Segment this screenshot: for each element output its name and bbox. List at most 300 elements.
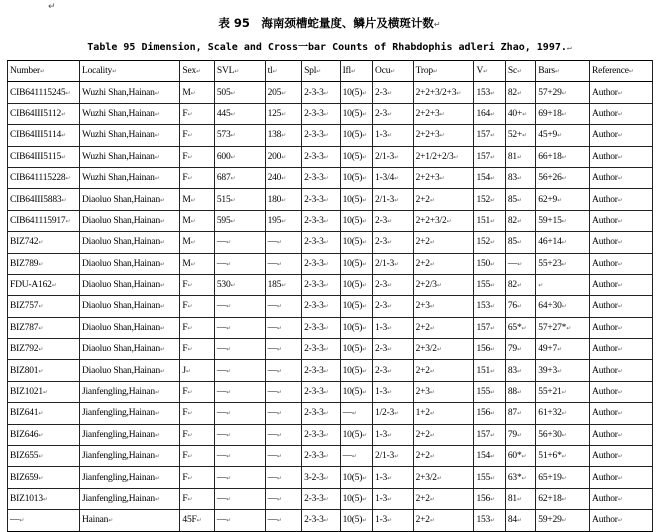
cell-value: — xyxy=(267,322,277,333)
cell-value: 2-3-3 xyxy=(304,408,324,419)
cell-value: 1/2-3 xyxy=(375,408,395,419)
cell-value: 180 xyxy=(267,194,282,205)
cell-value: F xyxy=(182,280,188,291)
paragraph-mark: ↵ xyxy=(160,197,165,204)
cell-value: 46+14 xyxy=(538,237,562,248)
cell-value: M xyxy=(182,258,191,269)
cell-reference xyxy=(590,488,653,509)
cell-value: 153 xyxy=(476,301,491,312)
paragraph-mark: ↵ xyxy=(439,176,445,183)
cell-value: — xyxy=(267,515,277,526)
column-header-svl xyxy=(214,61,265,82)
cell-tl xyxy=(265,296,302,317)
cell-value: — xyxy=(216,301,227,312)
cell-value: 205 xyxy=(267,87,282,98)
cell-value: Author xyxy=(592,494,618,504)
paragraph-mark: ↵ xyxy=(387,390,392,397)
paragraph-mark: ↵ xyxy=(561,432,567,439)
cell-value: 2+2 xyxy=(415,429,430,440)
cell-reference xyxy=(590,381,653,402)
cell-sex xyxy=(180,339,214,360)
cell-ocu xyxy=(373,424,414,445)
cell-value: 2+2 xyxy=(415,258,430,269)
paragraph-mark: ↵ xyxy=(521,325,527,332)
cell-value: — xyxy=(267,408,277,419)
cell-locality xyxy=(80,210,180,231)
cell-reference xyxy=(590,232,653,253)
paragraph-mark: ↵ xyxy=(490,90,495,97)
table-row xyxy=(8,210,653,231)
cell-tl xyxy=(265,339,302,360)
paragraph-mark: ↵ xyxy=(226,368,231,375)
paragraph-mark: ↵ xyxy=(316,69,321,76)
paragraph-mark: ↵ xyxy=(387,325,392,332)
paragraph-mark: ↵ xyxy=(160,218,165,225)
paragraph-mark: ↵ xyxy=(61,154,66,161)
cell-ifl xyxy=(340,189,372,210)
paragraph-mark: ↵ xyxy=(362,368,367,375)
table-row xyxy=(8,253,653,274)
cell-sc xyxy=(505,253,535,274)
column-header-ifl xyxy=(340,61,372,82)
paragraph-mark: ↵ xyxy=(108,518,114,525)
cell-value: 61+32 xyxy=(538,408,562,419)
paragraph-mark: ↵ xyxy=(516,90,522,97)
cell-v xyxy=(474,167,505,188)
column-header-label: Trop xyxy=(415,66,433,77)
paragraph-mark: ↵ xyxy=(185,368,191,375)
paragraph-mark: ↵ xyxy=(51,283,57,290)
cell-value: FDU-A162 xyxy=(10,280,52,291)
cell-ocu xyxy=(373,253,414,274)
table-row xyxy=(8,167,653,188)
cell-value: 2+1/2+2/3 xyxy=(415,151,454,162)
paragraph-mark: ↵ xyxy=(617,497,623,503)
paragraph-mark: ↵ xyxy=(490,176,495,183)
cell-svl xyxy=(214,488,265,509)
cell-value: 2-3-3 xyxy=(304,429,324,440)
cell-value: 138 xyxy=(267,130,282,141)
cell-value: Jianfengling,Hainan xyxy=(82,387,155,398)
cell-sc xyxy=(505,103,535,124)
paragraph-mark: ↵ xyxy=(154,90,160,97)
table-row xyxy=(8,488,653,509)
cell-svl xyxy=(214,103,265,124)
paragraph-mark: ↵ xyxy=(323,304,329,311)
cell-sc xyxy=(505,125,535,146)
cell-value: 445 xyxy=(216,108,231,119)
cell-bars xyxy=(536,167,590,188)
paragraph-mark: ↵ xyxy=(362,240,367,247)
paragraph-mark: ↵ xyxy=(387,518,392,525)
cell-number xyxy=(8,103,80,124)
paragraph-mark: ↵ xyxy=(561,111,567,118)
cell-value: 157 xyxy=(476,322,491,333)
paragraph-mark: ↵ xyxy=(276,454,282,461)
cell-value: — xyxy=(216,408,227,419)
cell-svl xyxy=(214,510,265,531)
cell-value: 2-3-3 xyxy=(304,151,324,162)
cell-number xyxy=(8,167,80,188)
cell-trop xyxy=(413,253,474,274)
cell-number xyxy=(8,403,80,424)
cell-ocu xyxy=(373,232,414,253)
paragraph-mark: ↵ xyxy=(190,240,196,247)
cell-v xyxy=(474,317,505,338)
paragraph-mark: ↵ xyxy=(617,432,623,439)
cell-v xyxy=(474,403,505,424)
cell-reference xyxy=(590,125,653,146)
cell-ifl xyxy=(340,403,372,424)
cell-reference xyxy=(590,146,653,167)
cell-value: Diaoluo Shan,Hainan xyxy=(82,344,160,355)
cell-reference xyxy=(590,467,653,488)
cell-sex xyxy=(180,103,214,124)
paragraph-mark: ↵ xyxy=(362,90,367,97)
paragraph-mark: ↵ xyxy=(226,454,231,461)
cell-value: Author xyxy=(592,322,618,333)
cell-ifl xyxy=(340,210,372,231)
cell-value: 79 xyxy=(507,429,517,440)
cell-value: 2+2 xyxy=(415,322,430,333)
cell-value: 10(5) xyxy=(342,365,363,376)
cell-sc xyxy=(505,296,535,317)
paragraph-mark: ↵ xyxy=(351,454,357,461)
paragraph-mark: ↵ xyxy=(561,261,567,268)
cell-value: 155 xyxy=(476,280,491,291)
cell-value: 164 xyxy=(476,108,491,119)
paragraph-mark: ↵ xyxy=(561,154,567,161)
paragraph-mark: ↵ xyxy=(190,261,196,268)
column-header-label: Number xyxy=(10,66,40,77)
cell-sc xyxy=(505,446,535,467)
cell-tl xyxy=(265,510,302,531)
cell-value: 51+6* xyxy=(538,451,562,462)
cell-value: Author xyxy=(592,151,618,162)
cell-value: 152 xyxy=(476,237,491,248)
cell-reference xyxy=(590,103,653,124)
cell-value: 2/1-3 xyxy=(375,451,395,462)
paragraph-mark: ↵ xyxy=(323,347,329,354)
paragraph-mark: ↵ xyxy=(490,347,495,354)
paragraph-mark: ↵ xyxy=(154,154,160,161)
cell-number xyxy=(8,210,80,231)
paragraph-mark: ↵ xyxy=(521,454,527,461)
column-header-label: tl xyxy=(267,66,273,77)
cell-value: Author xyxy=(592,258,618,269)
paragraph-mark: ↵ xyxy=(226,347,231,354)
paragraph-mark: ↵ xyxy=(276,325,282,332)
paragraph-mark: ↵ xyxy=(516,411,522,418)
paragraph-mark: ↵ xyxy=(230,176,236,183)
paragraph-mark: ↵ xyxy=(323,432,329,439)
paragraph-mark: ↵ xyxy=(490,283,495,290)
cell-value: 45+9 xyxy=(538,130,558,141)
cell-value: — xyxy=(216,515,227,526)
paragraph-mark: ↵ xyxy=(538,283,544,290)
cell-value: Wuzhi Shan,Hainan xyxy=(82,130,155,141)
paragraph-mark: ↵ xyxy=(38,261,44,268)
paragraph-mark: ↵ xyxy=(226,304,231,311)
paragraph-mark: ↵ xyxy=(516,347,522,354)
cell-value: 82 xyxy=(507,87,517,98)
cell-value: 2-3-3 xyxy=(304,322,324,333)
paragraph-mark: ↵ xyxy=(394,197,399,204)
paragraph-mark: ↵ xyxy=(429,454,435,461)
table-row xyxy=(8,125,653,146)
cell-spl xyxy=(302,296,341,317)
paragraph-mark: ↵ xyxy=(276,390,282,397)
cell-value: 155 xyxy=(476,472,491,483)
cell-value: 81 xyxy=(507,151,517,162)
cell-value: BIZ1013 xyxy=(10,494,43,504)
cell-spl xyxy=(302,232,341,253)
cell-value: 505 xyxy=(216,87,231,98)
paragraph-mark: ↵ xyxy=(276,240,282,247)
cell-v xyxy=(474,446,505,467)
cell-value: Author xyxy=(592,301,618,312)
cell-locality xyxy=(80,103,180,124)
paragraph-mark: ↵ xyxy=(323,111,329,118)
cell-value: BIZ789 xyxy=(10,258,39,269)
cell-sex xyxy=(180,125,214,146)
paragraph-mark: ↵ xyxy=(557,347,562,354)
paragraph-mark: ↵ xyxy=(362,218,367,225)
paragraph-mark: ↵ xyxy=(429,368,435,375)
cell-tl xyxy=(265,103,302,124)
cell-value: F xyxy=(182,472,188,483)
cell-reference xyxy=(590,403,653,424)
paragraph-mark: ↵ xyxy=(230,133,236,140)
cell-svl xyxy=(214,146,265,167)
paragraph-mark: ↵ xyxy=(362,390,367,397)
cell-value: F xyxy=(182,130,188,141)
cell-v xyxy=(474,274,505,295)
cell-value: 1-3 xyxy=(375,387,388,398)
paragraph-mark: ↵ xyxy=(187,325,193,332)
table-row xyxy=(8,360,653,381)
cell-sc xyxy=(505,510,535,531)
cell-reference xyxy=(590,253,653,274)
cell-ocu xyxy=(373,317,414,338)
table-header-row xyxy=(8,61,653,82)
cell-value: 57+27* xyxy=(538,322,567,333)
cell-reference xyxy=(590,296,653,317)
paragraph-mark: ↵ xyxy=(323,497,329,503)
column-header-v xyxy=(474,61,505,82)
paragraph-mark: ↵ xyxy=(617,240,623,247)
paragraph-mark: ↵ xyxy=(429,197,435,204)
cell-v xyxy=(474,210,505,231)
paragraph-mark: ↵ xyxy=(187,390,193,397)
paragraph-mark: ↵ xyxy=(281,197,287,204)
cell-number xyxy=(8,360,80,381)
paragraph-mark: ↵ xyxy=(226,240,231,247)
cell-value: CIB641115917 xyxy=(10,215,66,226)
cell-ocu xyxy=(373,446,414,467)
cell-spl xyxy=(302,146,341,167)
cell-trop xyxy=(413,317,474,338)
cell-value: — xyxy=(507,258,518,269)
cell-value: — xyxy=(216,322,227,333)
paragraph-mark: ↵ xyxy=(490,368,495,375)
cell-value: M xyxy=(182,194,191,205)
cell-value: 10(5) xyxy=(342,301,363,312)
cell-number xyxy=(8,488,80,509)
cell-locality xyxy=(80,253,180,274)
cell-svl xyxy=(214,274,265,295)
cell-value: 82 xyxy=(507,215,517,226)
paragraph-mark: ↵ xyxy=(561,518,567,525)
cell-value: — xyxy=(342,408,352,419)
cell-reference xyxy=(590,360,653,381)
table-row xyxy=(8,424,653,445)
cell-locality xyxy=(80,339,180,360)
paragraph-mark: ↵ xyxy=(362,261,367,268)
cell-bars xyxy=(536,296,590,317)
cell-value: Author xyxy=(592,130,618,141)
cell-v xyxy=(474,125,505,146)
cell-value: Diaoluo Shan,Hainan xyxy=(82,237,160,248)
cell-value: 155 xyxy=(476,387,491,398)
cell-value: Author xyxy=(592,344,618,355)
paragraph-mark: ↵ xyxy=(281,283,287,290)
cell-ifl xyxy=(340,82,372,103)
cell-sc xyxy=(505,381,535,402)
cell-value: Hainan xyxy=(82,515,109,526)
cell-value: 2-3 xyxy=(375,215,388,226)
cell-tl xyxy=(265,125,302,146)
paragraph-mark: ↵ xyxy=(394,454,399,461)
cell-spl xyxy=(302,167,341,188)
cell-value: — xyxy=(216,472,227,483)
table-row xyxy=(8,103,653,124)
paragraph-mark: ↵ xyxy=(387,283,392,290)
cell-value: — xyxy=(267,451,277,462)
paragraph-mark: ↵ xyxy=(323,261,329,268)
cell-value: BIZ655 xyxy=(10,451,39,462)
paragraph-mark: ↵ xyxy=(516,283,522,290)
paragraph-mark: ↵ xyxy=(154,475,160,482)
cell-spl xyxy=(302,125,341,146)
cell-value: Author xyxy=(592,365,618,376)
paragraph-mark: ↵ xyxy=(521,475,527,482)
cell-ifl xyxy=(340,146,372,167)
cell-locality xyxy=(80,317,180,338)
cell-tl xyxy=(265,189,302,210)
paragraph-mark: ↵ xyxy=(226,497,231,503)
cell-value: BIZ792 xyxy=(10,344,39,355)
cell-value: 10(5) xyxy=(342,280,363,291)
cell-locality xyxy=(80,488,180,509)
cell-value: 83 xyxy=(507,173,517,184)
cell-value: 151 xyxy=(476,215,491,226)
cell-value: 2-3-3 xyxy=(304,108,324,119)
paragraph-mark: ↵ xyxy=(154,133,160,140)
cell-value: Author xyxy=(592,451,618,462)
paragraph-mark: ↵ xyxy=(617,454,623,461)
paragraph-mark: ↵ xyxy=(617,304,623,311)
cell-trop xyxy=(413,232,474,253)
cell-trop xyxy=(413,125,474,146)
paragraph-mark: ↵ xyxy=(362,432,367,439)
paragraph-mark: ↵ xyxy=(516,69,522,76)
cell-value: 10(5) xyxy=(342,215,363,226)
paragraph-mark: ↵ xyxy=(276,304,282,311)
cell-number xyxy=(8,125,80,146)
paragraph-mark: ↵ xyxy=(230,111,236,118)
cell-value: 10(5) xyxy=(342,151,363,162)
paragraph-mark: ↵ xyxy=(557,133,562,140)
paragraph-mark: ↵ xyxy=(187,432,193,439)
paragraph-mark: ↵ xyxy=(281,176,287,183)
paragraph-mark: ↵ xyxy=(561,240,567,247)
paragraph-mark: ↵ xyxy=(617,283,623,290)
cell-tl xyxy=(265,317,302,338)
paragraph-mark: ↵ xyxy=(323,475,329,482)
cell-value: 2-3-3 xyxy=(304,258,324,269)
cell-value: F xyxy=(182,344,188,355)
table-body xyxy=(8,82,653,531)
paragraph-mark: ↵ xyxy=(490,261,495,268)
paragraph-mark: ↵ xyxy=(387,218,392,225)
cell-value: 2+2 xyxy=(415,237,430,248)
cell-value: 2-3-3 xyxy=(304,215,324,226)
cell-value: — xyxy=(216,429,227,440)
paragraph-mark: ↵ xyxy=(394,176,399,183)
paragraph-mark: ↵ xyxy=(490,197,495,204)
paragraph-mark: ↵ xyxy=(490,411,495,418)
cell-value: 10(5) xyxy=(342,108,363,119)
paragraph-mark: ↵ xyxy=(439,111,445,118)
paragraph-mark: ↵ xyxy=(490,218,495,225)
cell-value: Diaoluo Shan,Hainan xyxy=(82,365,160,376)
paragraph-mark: ↵ xyxy=(490,154,495,161)
cell-value: 10(5) xyxy=(342,515,363,526)
paragraph-mark: ↵ xyxy=(323,197,329,204)
cell-value: 125 xyxy=(267,108,282,119)
paragraph-mark: ↵ xyxy=(516,497,522,503)
cell-sc xyxy=(505,82,535,103)
paragraph-mark: ↵ xyxy=(281,218,287,225)
cell-value: Author xyxy=(592,194,618,205)
cell-value: — xyxy=(216,451,227,462)
cell-tl xyxy=(265,488,302,509)
cell-v xyxy=(474,424,505,445)
cell-ocu xyxy=(373,146,414,167)
cell-sex xyxy=(180,210,214,231)
cell-trop xyxy=(413,210,474,231)
column-header-label: V xyxy=(476,66,484,77)
cell-value: — xyxy=(267,429,277,440)
cell-trop xyxy=(413,403,474,424)
cell-value: — xyxy=(216,494,227,504)
column-header-label: Sc xyxy=(507,66,517,77)
column-header-label: Ifl xyxy=(342,66,351,77)
table-row xyxy=(8,82,653,103)
cell-value: 10(5) xyxy=(342,472,363,483)
cell-value: 2-3-3 xyxy=(304,280,324,291)
paragraph-mark: ↵ xyxy=(566,325,572,332)
cell-svl xyxy=(214,381,265,402)
paragraph-mark: ↵ xyxy=(561,475,567,482)
cell-tl xyxy=(265,82,302,103)
paragraph-mark: ↵ xyxy=(516,154,522,161)
cell-v xyxy=(474,296,505,317)
cell-value: — xyxy=(10,515,20,526)
paragraph-mark: ↵ xyxy=(429,304,435,311)
cell-v xyxy=(474,488,505,509)
